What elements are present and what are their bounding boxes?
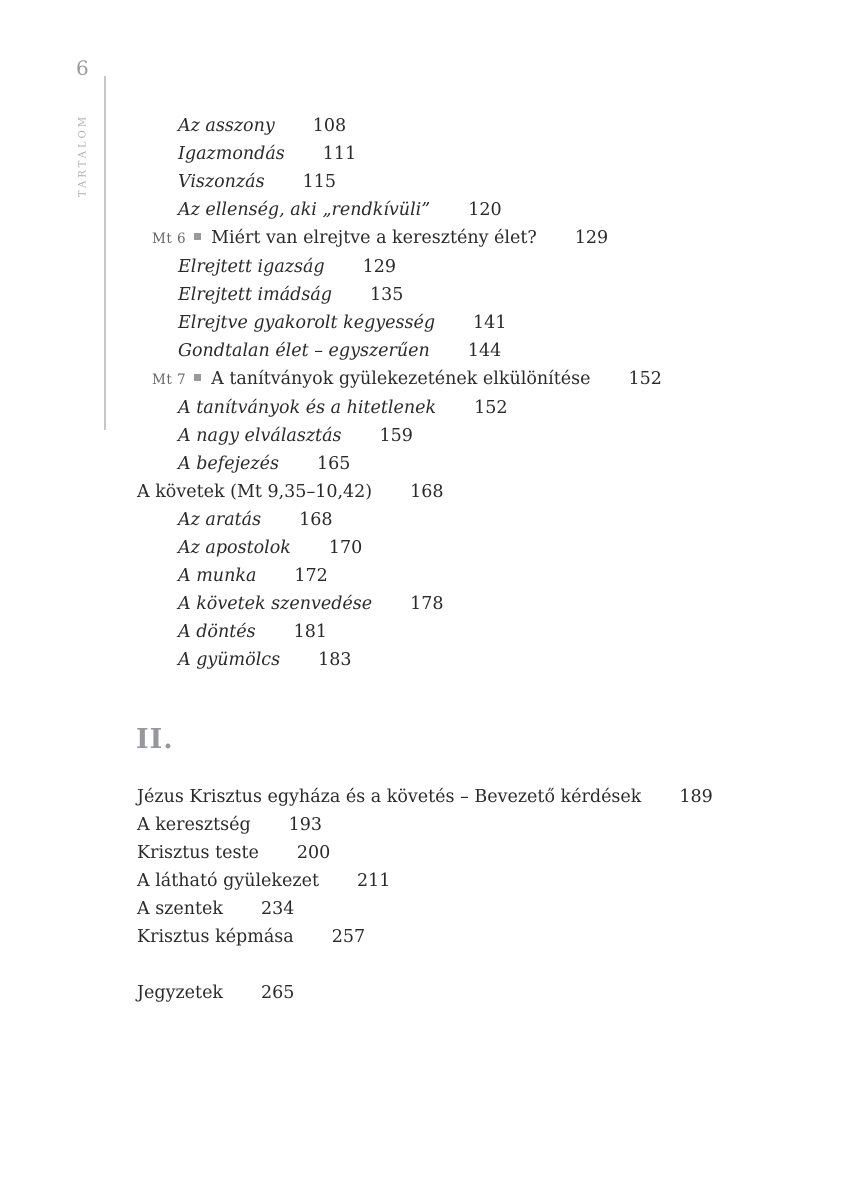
toc-entry-title: Krisztus teste [137,843,259,863]
toc-entry [137,534,837,562]
toc-entry [137,867,837,895]
square-bullet-icon [194,233,201,240]
toc-entry [137,562,837,590]
toc-section-2 [137,783,837,951]
toc-entry-title: A befejezés [178,454,279,474]
toc-entry-mt-label: Mt 7 [152,372,187,388]
toc-entry-title: A keresztség [137,815,251,835]
toc-footer-entry [137,979,294,1007]
toc-entry [137,506,837,534]
toc-entry-title: A szentek [137,899,224,919]
toc-entry-mt-label: Mt 6 [152,231,187,247]
toc-entry-title: A tanítványok gyülekezetének elkülönítése [211,369,591,389]
toc-entry-page: 115 [302,172,336,192]
toc-entry-page: 108 [312,116,347,136]
toc-entry [137,839,837,867]
toc-entry-title: A döntés [178,622,256,642]
toc-entry-page: 111 [322,144,357,164]
section-heading-ii: II. [136,724,174,755]
toc-entry-page: 234 [261,899,295,919]
page-number: 6 [76,56,89,80]
toc-entry-title: A követek (Mt 9,35–10,42) [137,482,373,502]
toc-entry [137,811,837,839]
toc-entry-title: Miért van elrejtve a keresztény élet? [211,228,537,248]
toc-entry-title: Az asszony [178,116,275,136]
toc-entry-page: 181 [293,622,327,642]
toc-entry-title: A nagy elválasztás [178,426,342,446]
toc-entry [137,281,837,309]
toc-entry [137,450,837,478]
toc-section-1 [137,112,837,674]
toc-entry-title: Az ellenség, aki „rendkívüli” [178,200,431,220]
toc-entry-page: 168 [410,482,444,502]
toc-entry-page: 257 [331,927,366,947]
toc-entry [137,365,837,394]
toc-entry [137,618,837,646]
margin-label-tartalom: TARTALOM [77,113,89,198]
toc-entry [137,309,837,337]
toc-entry-page: 144 [467,341,502,361]
toc-entry-title: Igazmondás [178,144,285,164]
toc-entry [137,895,837,923]
toc-entry-page: 165 [316,454,351,474]
toc-entry [137,923,837,951]
toc-entry [137,783,837,811]
toc-entry-page: 129 [574,228,609,248]
toc-entry-title: Viszonzás [178,172,265,192]
toc-entry-page: 211 [356,871,391,891]
toc-entry-title: A tanítványok és a hitetlenek [178,398,437,418]
toc-entry-page: 200 [296,843,331,863]
toc-entry-page: 183 [318,650,352,670]
toc-entry [137,394,837,422]
toc-entry [137,140,837,168]
toc-entry-page: 152 [474,398,508,418]
toc-entry-title: Elrejtve gyakorolt kegyesség [178,313,436,333]
toc-entry-title: A követek szenvedése [178,594,373,614]
toc-entry-page: 189 [679,787,713,807]
toc-entry-page: 168 [299,510,333,530]
toc-entry-title: Elrejtett igazság [178,257,325,277]
toc-entry-title: A látható gyülekezet [137,871,319,891]
toc-entry-page: 152 [628,369,662,389]
toc-entry-title: Gondtalan élet – egyszerűen [178,341,430,361]
toc-entry [137,253,837,281]
toc-entry-title: Az apostolok [178,538,291,558]
toc-entry-page: 193 [288,815,323,835]
toc-entry-page: 129 [362,257,397,277]
toc-entry-title: A munka [178,566,257,586]
toc-entry-page: 141 [473,313,507,333]
toc-entry-page: 135 [369,285,404,305]
toc-entry [137,478,837,506]
toc-entry-page: 265 [261,983,295,1003]
toc-entry [137,168,837,196]
toc-entry-page: 120 [468,200,502,220]
toc-entry [137,224,837,253]
toc-entry-title: Jegyzetek [137,983,224,1003]
toc-entry [137,590,837,618]
toc-entry-title: Elrejtett imádság [178,285,332,305]
toc-entry-title: A gyümölcs [178,650,281,670]
toc-entry-page: 172 [294,566,328,586]
toc-entry [137,337,837,365]
toc-entry [137,112,837,140]
toc-entry [137,422,837,450]
toc-entry-title: Az aratás [178,510,262,530]
toc-entry-page: 170 [328,538,363,558]
vertical-rule [104,76,106,430]
toc-entry-title: Krisztus képmása [137,927,294,947]
toc-entry-page: 159 [379,426,413,446]
toc-entry-page: 178 [410,594,444,614]
toc-entry [137,196,837,224]
square-bullet-icon [194,374,201,381]
toc-entry [137,646,837,674]
toc-entry-title: Jézus Krisztus egyháza és a követés – Bevezető kérdések [137,787,642,807]
